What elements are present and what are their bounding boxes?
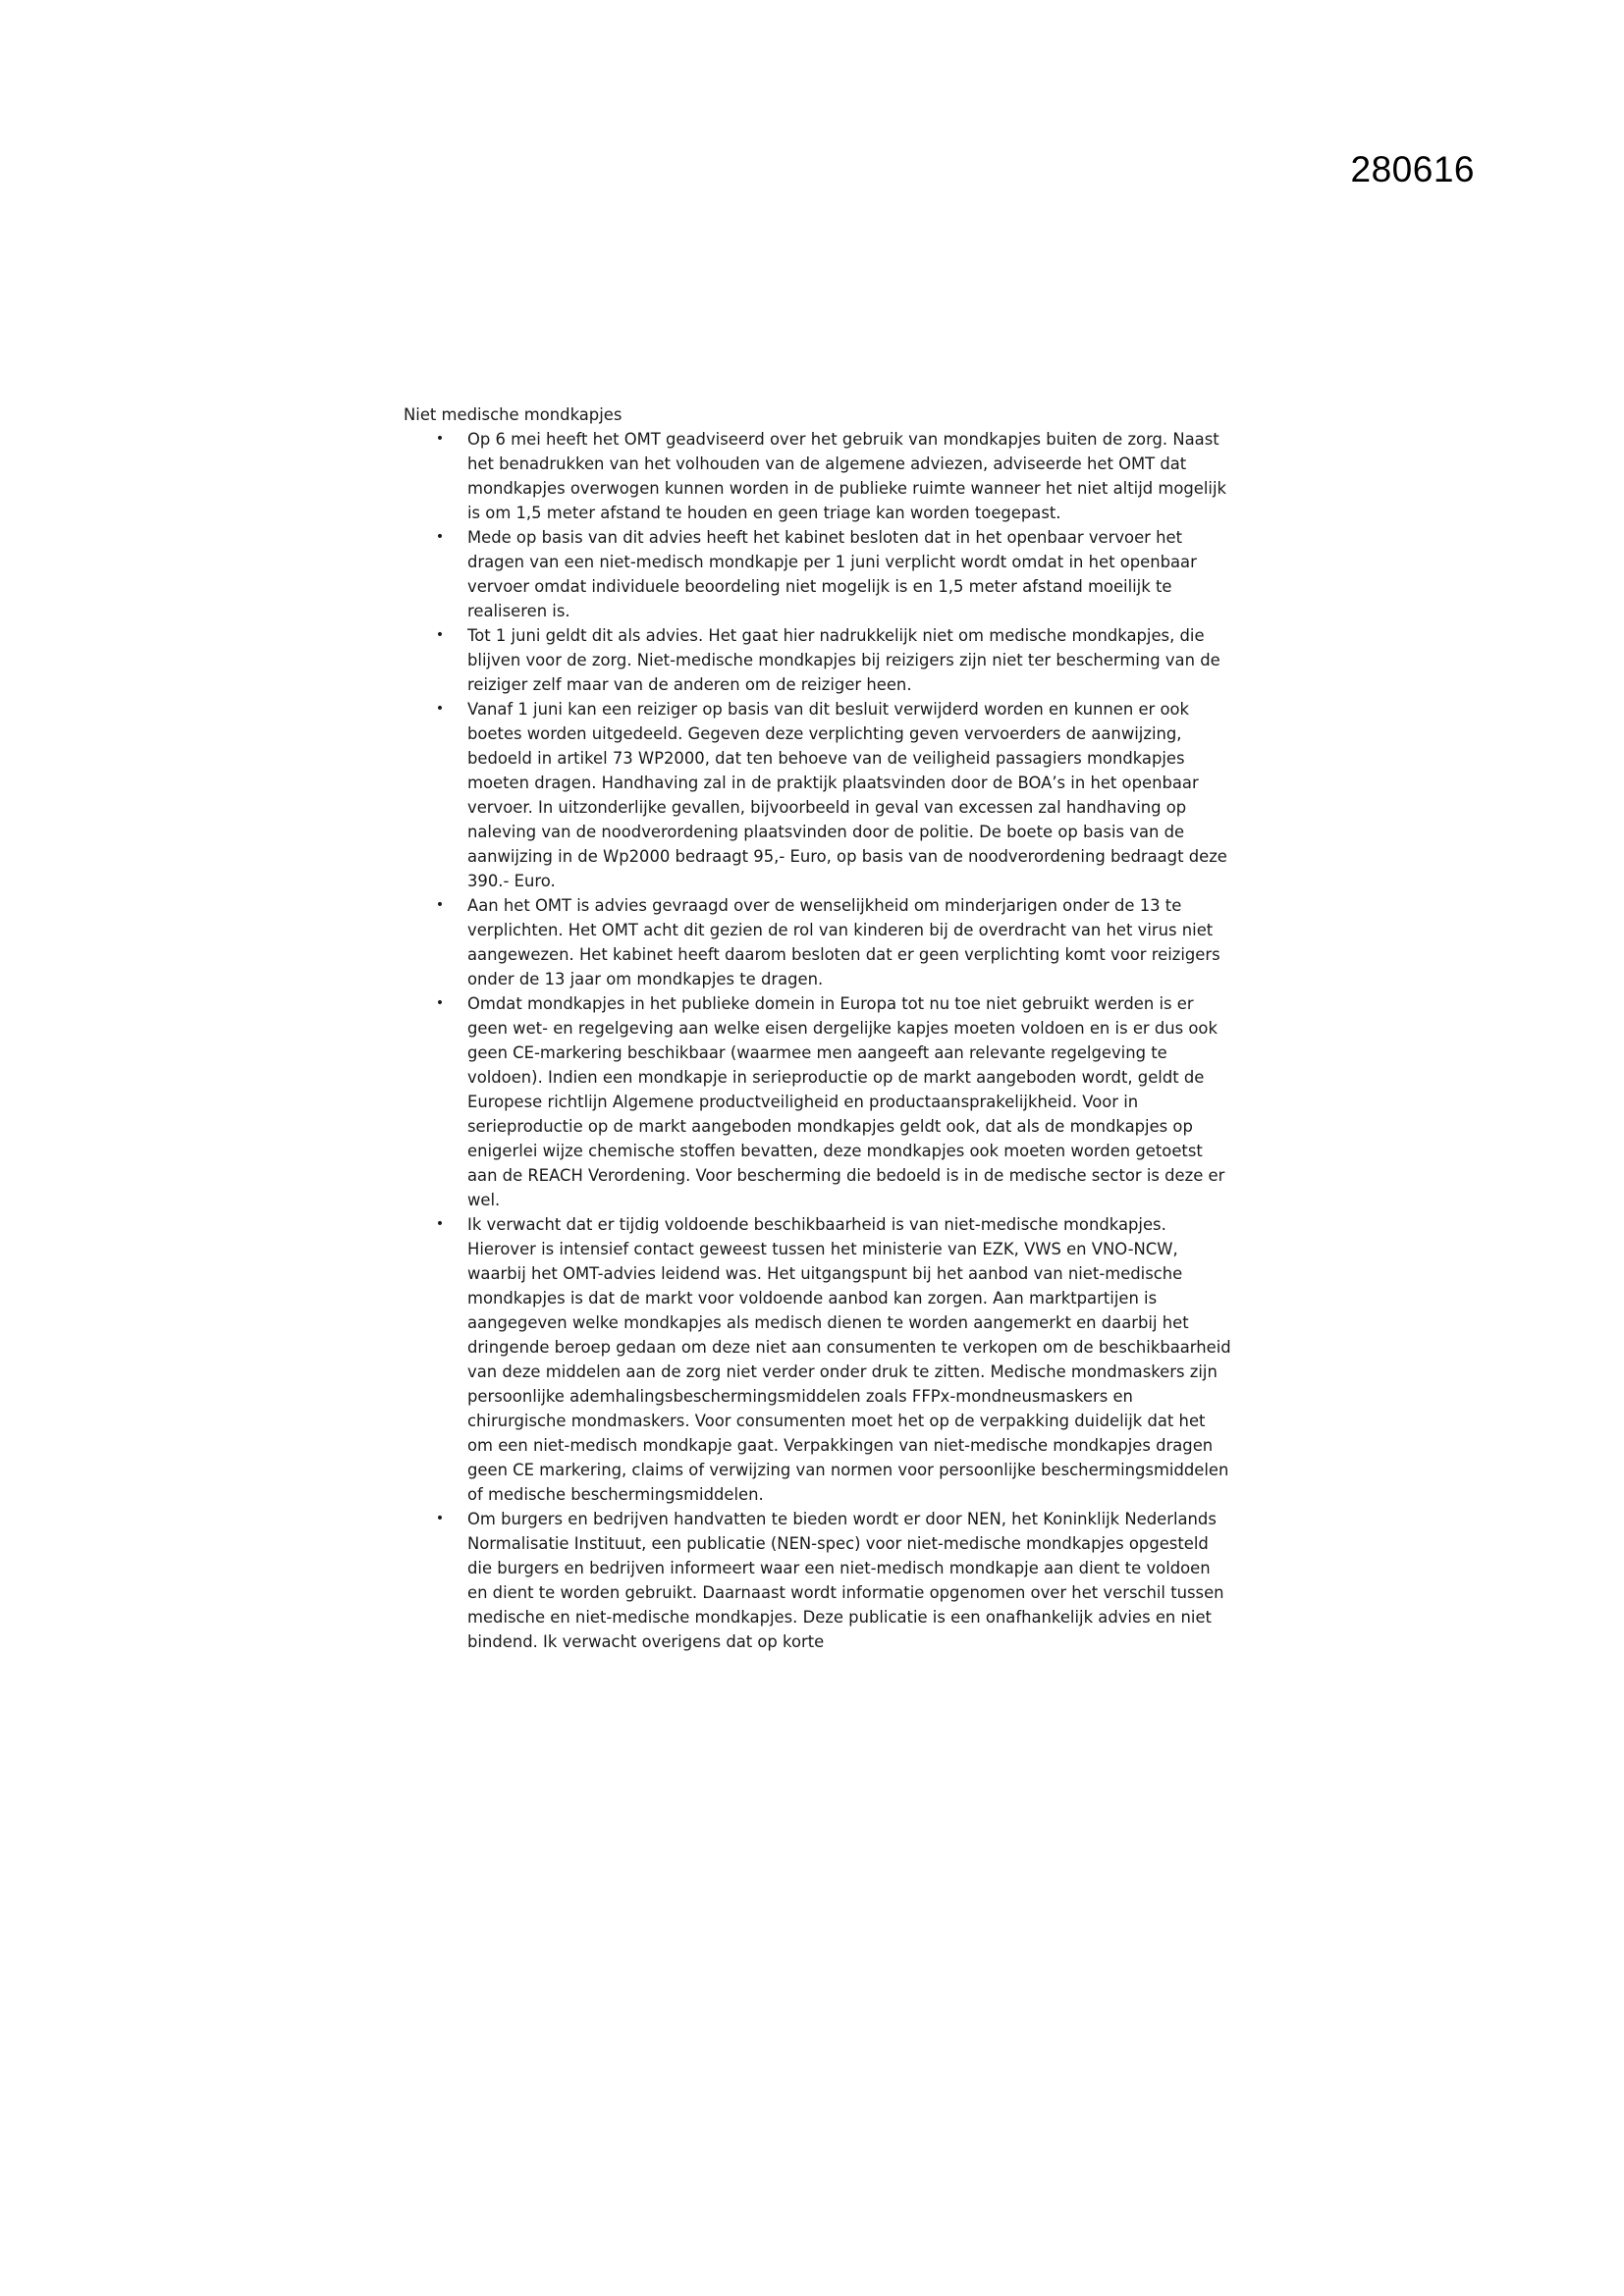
list-item — [404, 1507, 1238, 1654]
list-item — [404, 893, 1238, 991]
bullet-icon: • — [435, 897, 445, 913]
list-item — [404, 427, 1238, 525]
bullet-icon: • — [435, 701, 445, 717]
list-item-text: Vanaf 1 juni kan een reiziger op basis van dit besluit verwijderd worden en kunnen er ook boetes worden uitgedeeld. Gegeven deze verplichting geven vervoerders de aanwijzing, bedoeld in artikel 73 WP2000, dat ten behoeve van de veiligheid passagiers mondkapjes moeten dragen. Handhaving zal in de praktijk plaatsvinden door de BOA’s in het openbaar vervoer. In uitzonderlijke gevallen, bijvoorbeeld in geval van excessen zal handhaving op naleving van de noodverordening plaatsvinden door de politie. De boete op basis van de aanwijzing in de Wp2000 bedraagt 95,- Euro, op basis van de noodverordening bedraagt deze 390.- Euro. — [467, 700, 1227, 890]
list-item-text: Mede op basis van dit advies heeft het kabinet besloten dat in het openbaar vervoer het dragen van een niet-medisch mondkapje per 1 juni verplicht wordt omdat in het openbaar vervoer omdat individuele beoordeling niet mogelijk is en 1,5 meter afstand moeilijk te realiseren is. — [467, 528, 1197, 620]
section-heading: Niet medische mondkapjes — [404, 405, 623, 424]
list-item — [404, 991, 1238, 1212]
bullet-icon: • — [435, 1216, 445, 1232]
bullet-icon: • — [435, 431, 445, 447]
list-item — [404, 697, 1238, 893]
list-item-text: Ik verwacht dat er tijdig voldoende beschikbaarheid is van niet-medische mondkapjes. Hierover is intensief contact geweest tussen het ministerie van EZK, VWS en VNO-NCW, waarbij het OMT-advies leidend was. Het uitgangspunt bij het aanbod van niet-medische mondkapjes is dat de markt voor voldoende aanbod kan zorgen. Aan marktpartijen is aangegeven welke mondkapjes als medisch dienen te worden aangemerkt en daarbij het dringende beroep gedaan om deze niet aan consumenten te verkopen om de beschikbaarheid van deze middelen aan de zorg niet verder onder druk te zitten. Medische mondmaskers zijn persoonlijke ademhalingsbeschermingsmiddelen zoals FFPx-mondneusmaskers en chirurgische mondmaskers. Voor consumenten moet het op de verpakking duidelijk dat het om een niet-medisch mondkapje gaat. Verpakkingen van niet-medische mondkapjes dragen geen CE markering, claims of verwijzing van normen voor persoonlijke beschermingsmiddelen of medische beschermingsmiddelen. — [467, 1215, 1231, 1504]
document-number: 280616 — [1350, 149, 1475, 189]
list-item — [404, 525, 1238, 623]
bullet-list — [404, 427, 1238, 1654]
page-content — [404, 402, 1238, 1654]
bullet-icon: • — [435, 529, 445, 545]
list-item — [404, 1212, 1238, 1507]
list-item-text: Op 6 mei heeft het OMT geadviseerd over het gebruik van mondkapjes buiten de zorg. Naast het benadrukken van het volhouden van de algemene adviezen, adviseerde het OMT dat mondkapjes overwogen kunnen worden in de publieke ruimte wanneer het niet altijd mogelijk is om 1,5 meter afstand te houden en geen triage kan worden toegepast. — [467, 430, 1227, 522]
bullet-icon: • — [435, 995, 445, 1011]
list-item-text: Tot 1 juni geldt dit als advies. Het gaat hier nadrukkelijk niet om medische mondkapjes, die blijven voor de zorg. Niet-medische mondkapjes bij reizigers zijn niet ter bescherming van de reiziger zelf maar van de anderen om de reiziger heen. — [467, 626, 1220, 694]
list-item-text: Om burgers en bedrijven handvatten te bieden wordt er door NEN, het Koninklijk Nederlands Normalisatie Instituut, een publicatie (NEN-spec) voor niet-medische mondkapjes opgesteld die burgers en bedrijven informeert waar een niet-medisch mondkapje aan dient te voldoen en dient te worden gebruikt. Daarnaast wordt informatie opgenomen over het verschil tussen medische en niet-medische mondkapjes. Deze publicatie is een onafhankelijk advies en niet bindend. Ik verwacht overigens dat op korte — [467, 1510, 1224, 1651]
list-item — [404, 623, 1238, 697]
list-item-text: Omdat mondkapjes in het publieke domein in Europa tot nu toe niet gebruikt werden is er geen wet- en regelgeving aan welke eisen dergelijke kapjes moeten voldoen en is er dus ook geen CE-markering beschikbaar (waarmee men aangeeft aan relevante regelgeving te voldoen). Indien een mondkapje in serieproductie op de markt aangeboden wordt, geldt de Europese richtlijn Algemene productveiligheid en productaansprakelijkheid. Voor in serieproductie op de markt aangeboden mondkapjes geldt ook, dat als de mondkapjes op enigerlei wijze chemische stoffen bevatten, deze mondkapjes ook moeten worden getoetst aan de REACH Verordening. Voor bescherming die bedoeld is in de medische sector is deze er wel. — [467, 994, 1225, 1209]
list-item-text: Aan het OMT is advies gevraagd over de wenselijkheid om minderjarigen onder de 13 te verplichten. Het OMT acht dit gezien de rol van kinderen bij de overdracht van het virus niet aangewezen. Het kabinet heeft daarom besloten dat er geen verplichting komt voor reizigers onder de 13 jaar om mondkapjes te dragen. — [467, 896, 1220, 988]
bullet-icon: • — [435, 1511, 445, 1526]
bullet-icon: • — [435, 627, 445, 643]
